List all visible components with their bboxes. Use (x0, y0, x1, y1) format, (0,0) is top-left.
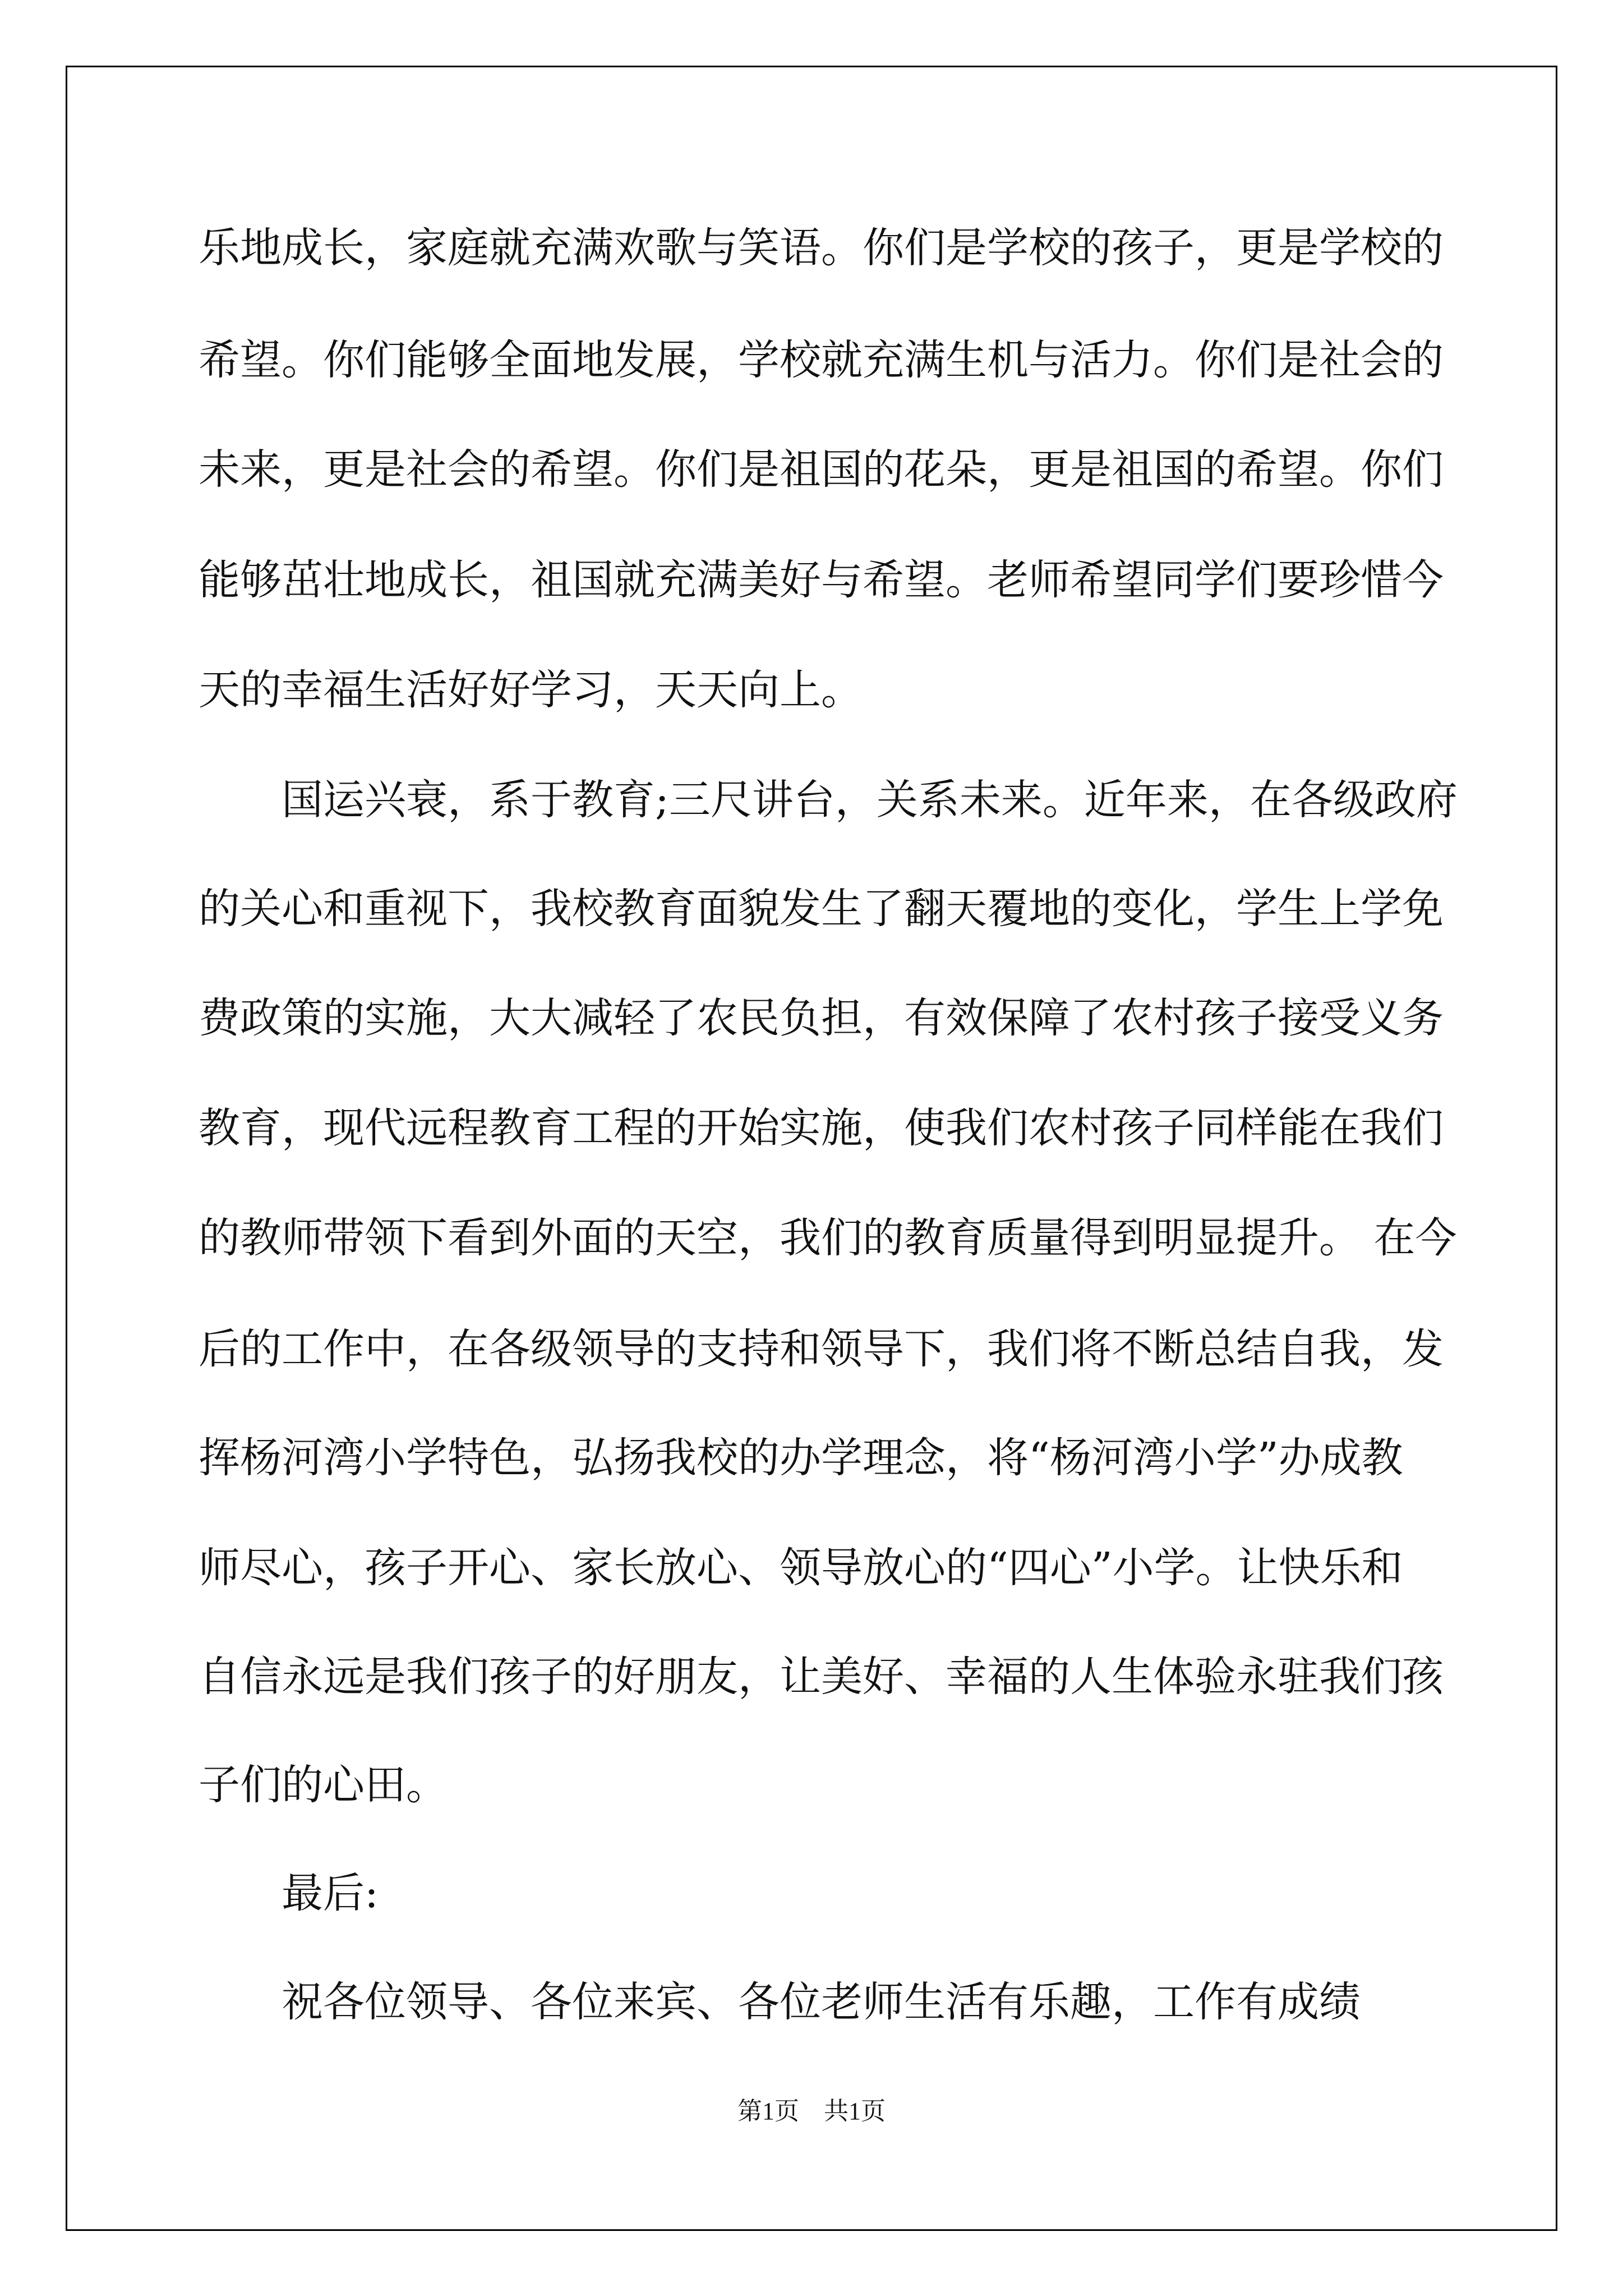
page-number-current: 第1页 (737, 2097, 799, 2125)
page-number-total: 共1页 (824, 2097, 886, 2125)
text-line: 自信永远是我们孩子的好朋友，让美好、幸福的人生体验永驻我们孩 (199, 1653, 1444, 1701)
text-line: 教育，现代远程教育工程的开始实施，使我们农村孩子同样能在我们 (199, 1104, 1444, 1152)
text-line: 天的幸福生活好好学习，天天向上。 (199, 666, 863, 714)
text-line: 师尽心，孩子开心、家长放心、领导放心的“四心”小学。让快乐和 (199, 1544, 1403, 1592)
text-line: 费政策的实施，大大减轻了农民负担，有效保障了农村孩子接受义务 (199, 994, 1444, 1042)
text-line: 后的工作中，在各级领导的支持和领导下，我们将不断总结自我，发 (199, 1325, 1444, 1373)
closing-wish-line: 祝各位领导、各位来宾、各位老师生活有乐趣，工作有成绩 (282, 1978, 1361, 2026)
text-line: 子们的心田。 (199, 1761, 448, 1809)
text-line: 的关心和重视下，我校教育面貌发生了翻天覆地的变化，学生上学免 (199, 885, 1444, 933)
text-line: 未来，更是社会的希望。你们是祖国的花朵，更是祖国的希望。你们 (199, 445, 1444, 494)
text-line: 乐地成长，家庭就充满欢歌与笑语。你们是学校的孩子，更是学校的 (199, 224, 1444, 272)
text-line: 挥杨河湾小学特色，弘扬我校的办学理念，将“杨河湾小学”办成教 (199, 1434, 1403, 1482)
text-line: 能够茁壮地成长，祖国就充满美好与希望。老师希望同学们要珍惜今 (199, 556, 1444, 604)
paragraph-start-line: 国运兴衰，系于教育;三尺讲台，关系未来。近年来，在各级政府 (282, 776, 1458, 824)
closing-heading: 最后: (282, 1869, 379, 1917)
text-line: 的教师带领下看到外面的天空，我们的教育质量得到明显提升。 在今 (199, 1214, 1457, 1262)
page-footer (0, 2099, 1623, 2124)
text-line: 希望。你们能够全面地发展，学校就充满生机与活力。你们是社会的 (199, 336, 1444, 384)
